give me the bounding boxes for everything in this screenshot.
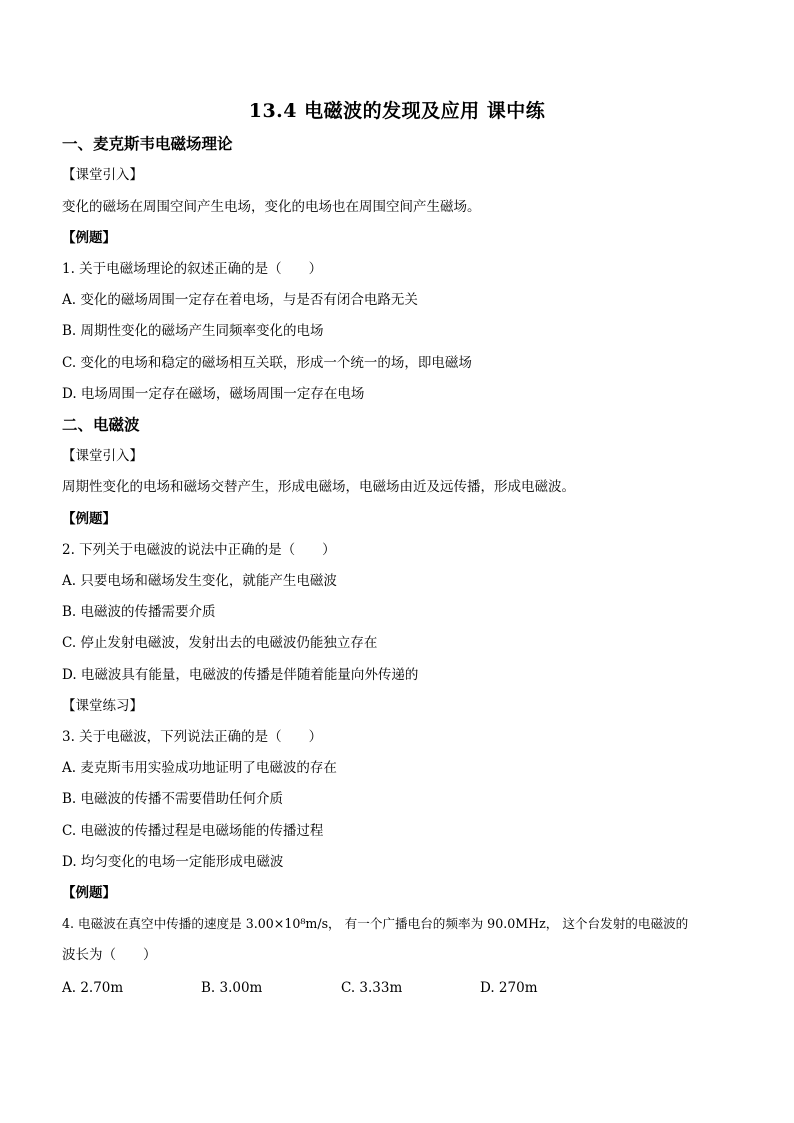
intro-tag-1: 【课堂引入】 bbox=[62, 167, 143, 183]
example-tag-1: 【例题】 bbox=[62, 230, 116, 246]
q2-option-c: C. 停止发射电磁波，发射出去的电磁波仍能独立存在 bbox=[62, 635, 378, 651]
q3-option-c: C. 电磁波的传播过程是电磁场能的传播过程 bbox=[62, 823, 324, 839]
q3-option-d: D. 均匀变化的电场一定能形成电磁波 bbox=[62, 854, 284, 870]
question-3: 3. 关于电磁波，下列说法正确的是（ ） bbox=[62, 729, 323, 745]
question-4-line1: 4. 电磁波在真空中传播的速度是 3.00×10⁸m/s， 有一个广播电台的频率为 90.0MHz， 这个台发射的电磁波的 bbox=[62, 916, 689, 931]
section-heading-2: 二、电磁波 bbox=[62, 415, 140, 434]
example-tag-3: 【例题】 bbox=[62, 885, 116, 901]
q1-option-c: C. 变化的电场和稳定的磁场相互关联，形成一个统一的场，即电磁场 bbox=[62, 355, 472, 371]
intro-text-1: 变化的磁场在周围空间产生电场，变化的电场也在周围空间产生磁场。 bbox=[62, 199, 481, 215]
q3-option-a: A. 麦克斯韦用实验成功地证明了电磁波的存在 bbox=[62, 760, 337, 776]
q1-option-b: B. 周期性变化的磁场产生同频率变化的电场 bbox=[62, 323, 324, 339]
q3-option-b: B. 电磁波的传播不需要借助任何介质 bbox=[62, 791, 284, 807]
intro-tag-2: 【课堂引入】 bbox=[62, 448, 143, 464]
q1-option-d: D. 电场周围一定存在磁场，磁场周围一定存在电场 bbox=[62, 386, 365, 402]
q1-option-a: A. 变化的磁场周围一定存在着电场，与是否有闭合电路无关 bbox=[62, 292, 418, 308]
intro-text-2: 周期性变化的电场和磁场交替产生，形成电磁场，电磁场由近及远传播，形成电磁波。 bbox=[62, 479, 575, 495]
section-heading-1: 一、麦克斯韦电磁场理论 bbox=[62, 134, 233, 153]
q2-option-b: B. 电磁波的传播需要介质 bbox=[62, 604, 216, 620]
q4-option-d: D. 270m bbox=[480, 980, 538, 996]
page-title: 13.4 电磁波的发现及应用 课中练 bbox=[248, 100, 546, 122]
q4-option-a: A. 2.70m bbox=[62, 980, 124, 996]
q4-option-b: B. 3.00m bbox=[201, 980, 263, 996]
q2-option-a: A. 只要电场和磁场发生变化，就能产生电磁波 bbox=[62, 573, 337, 589]
practice-tag: 【课堂练习】 bbox=[62, 698, 143, 714]
question-2: 2. 下列关于电磁波的说法中正确的是（ ） bbox=[62, 542, 336, 558]
q4-option-c: C. 3.33m bbox=[341, 980, 403, 996]
question-1: 1. 关于电磁场理论的叙述正确的是（ ） bbox=[62, 261, 323, 277]
example-tag-2: 【例题】 bbox=[62, 511, 116, 527]
q2-option-d: D. 电磁波具有能量，电磁波的传播是伴随着能量向外传递的 bbox=[62, 667, 419, 683]
question-4-line2: 波长为（ ） bbox=[62, 947, 157, 963]
